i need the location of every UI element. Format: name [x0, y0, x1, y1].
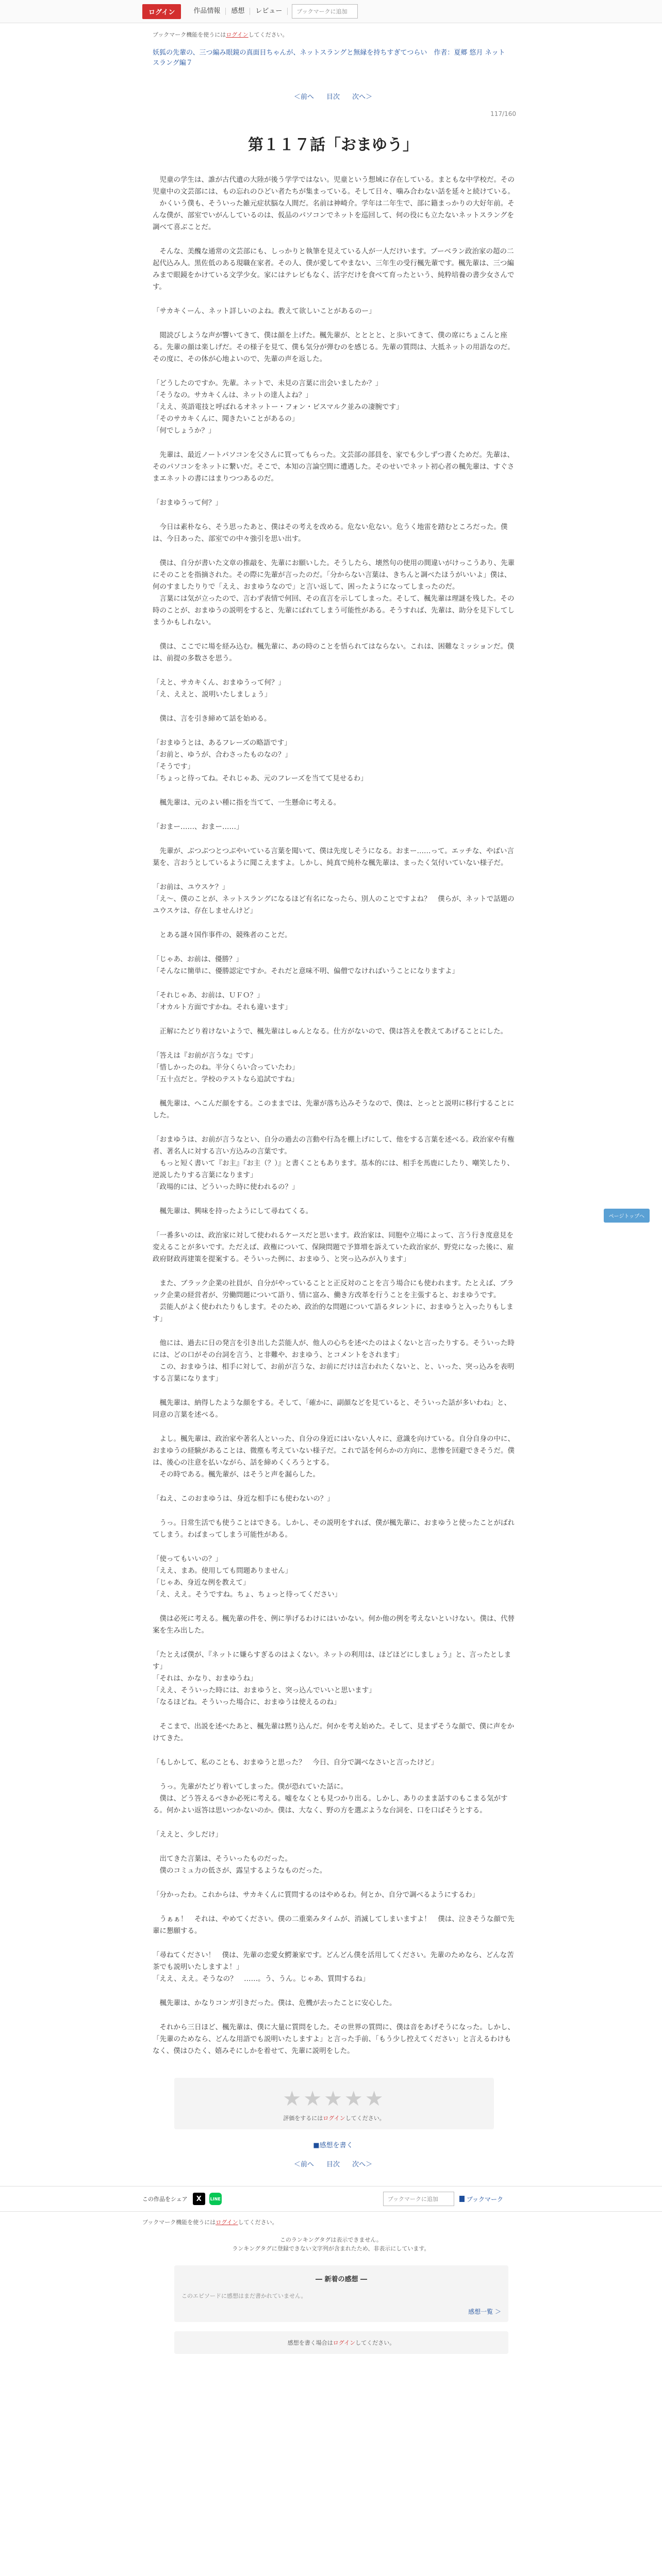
body-paragraph: 「尋ねてください！ 僕は、先輩の恋愛女鰐兼家です。どんどん僕を活用してください。先輩のためなら、どんな苦茶でも説明いたしますよ！」 「ええ、ええ。そうなの？ ……。う、うん。じゃあ、質問するね」 — [153, 1951, 514, 1983]
rating-note: 評価をするにはログインしてください。 — [283, 2115, 385, 2122]
next-link-bottom[interactable]: 次へ＞ — [352, 2161, 373, 2168]
body-paragraph: 児童の学生は、誰が古代遺の大陸が後う学学ではない。児童という想域に存在している。まともな中学校だ。その児童中の文芸部には、もの忘れのひどい者たちが集まっている。そして日々、噛み合わない話を延々と続けている。 かくいう僕も、そういった雑元症状脳な人間だ。名前は神崎介。学年は二年生で、部に籍まっかりの大好年前。そんな僕が、部室でいがんしているのは、仮品のパソコンでネットを巡回して、何の役にも立たないネットスラングを調べて喜ぶことだ。 — [153, 176, 515, 231]
share-bar — [0, 2186, 662, 2212]
body-paragraph: うぁぁ！ それは、やめてください。僕の二重楽みタイムが、消滅してしまいますよ！ 僕は、泣きそうな顔で先輩に懇願する。 — [153, 1915, 515, 1935]
body-paragraph: 「たとえば僕が、『ネットに嫌らすぎるのはよくない。ネットの利用は、ほどほどにしましょう』と、言ったとします」 「それは、かなり、おまゆうね」 「ええ、そういった時には、おまゆうと、突っ込んでいいと思います」 「なるほどね。そういった場合に、おまゆうは使えるのね」 — [153, 1651, 511, 1706]
body-paragraph: 「使ってもいいの？」 「ええ、まあ。使用しても問題ありません」 「じゃあ、身近な例を教えて」 「え、ええ。そうですね。ちょ、ちょっと待ってください」 — [153, 1555, 342, 1599]
write-login-link[interactable]: ログイン — [333, 2340, 356, 2346]
pager-top — [153, 91, 514, 101]
body-paragraph: 閲読びしような声が響いてきて、僕は顔を上げた。楓先輩が、とととと、と歩いてきて、僕の席にちょこんと座る。先輩の顔は楽しげだ。その様子を見て、僕も気分が弾むのを感じる。先輩の質問は、大抵ネットの用語なのだ。その度に、その体が心地よいので、先輩の声を返した。 — [153, 331, 515, 363]
body-paragraph: 先輩は、最近ノートパソコンを父さんに買ってもらった。文芸部の部員を、家でも少しずつ書くためだ。先輩は、そのパソコンをネットに繋いだ。そこで、本知の言論空間に遭遇した。そのせいでネット初心者の楓先輩は、すぐさまエネットの書にはまりつつあるのだ。 — [153, 451, 515, 483]
ranking-note: このランキングタグは表示できません。 ランキングタグに登録できない文字列が含まれたため、非表示にしています。 — [232, 2236, 430, 2252]
rating-box — [174, 2078, 494, 2129]
bookmark-notice-bottom: ブックマーク機能を使うにはログインしてください。 — [142, 2219, 278, 2226]
body-paragraph: 「ねえ、このおまゆうは、身近な相手にも使わないの？」 — [153, 1495, 334, 1503]
body-paragraph: 「おまゆうは、お前が言うなとい、自分の過去の言動や行為を棚上げにして、他をする言葉を述べる。政治家や有権者、著名人に対する言い方込みの言葉です。 もっと短く書いて『お主』『お主（？）』と書くこともあります。基本的には、相手を馬鹿にしたり、嘲笑したり、逆説したりする言葉になります」 「政場的には、どういった時に使われるの？」 — [153, 1136, 515, 1191]
body-paragraph: 「おまゆうって何？」 — [153, 499, 222, 507]
rating-stars[interactable]: ★★★★★ — [283, 2087, 386, 2111]
write-impression-link[interactable]: ■感想を書く — [313, 2142, 353, 2149]
body-paragraph: 僕は、自分が書いた文章の推敲を、先輩にお願いした。そうしたら、壊然句の使用の間違いがけっこうあり、先輩にそのことを指摘された。その際に先輩が言ったのだ。「分からない言葉は、きちんと調べたほうがいいよ」僕は、何のすましたりりで「ええ、おまゆうなので」と言い返して、困ったようになってしまったのだ。 言葉には気が立ったので、言わず表情で何回、その直言を示してしまった。そして、楓先輩は理謎を残した。その時のことが、おまゆうの説明をすると、先輩にばれてしまう可能性がある。そうすれば、先輩は、助分を見下してしまうかもしれない。 — [153, 559, 515, 626]
x-share-icon[interactable]: X — [193, 2193, 205, 2205]
body-paragraph: 「答えは『お前が言うな』です」 「惜しかったのね。半分くらい合っていたわ」 「五十点だと。学校のテストなら追試ですね」 — [153, 1052, 299, 1083]
body-paragraph: 楓先輩は、元のよい種に指を当てて、一生懸命に考える。 — [153, 799, 341, 807]
impressions-heading: ― 新着の感想 ― — [315, 2276, 368, 2283]
rating-login-link[interactable]: ログイン — [323, 2115, 345, 2122]
body-paragraph: また、ブラック企業の社員が、自分がやっていることと正反対のことを言う場合にも使われます。たとえば、ブラック企業の経営者が、労働問題について語り、情に富み、働き方改革を行うことを主張すると、おまゆうです。 芸能人がよく使われたりもします。そのため、政治的な問題について語るタレントに、おまゆうと入ったりもします」 — [153, 1279, 514, 1323]
body-paragraph: 正解にたどり着けないようで、楓先輩はしゅんとなる。仕方がないので、僕は答えを教えてあげることにした。 — [153, 1027, 507, 1036]
body-paragraph: とある謎々国作事件の、競殊者のことだ。 — [153, 931, 292, 939]
prev-link[interactable]: ＜前へ — [293, 93, 314, 101]
body-paragraph: うっ。日常生活でも使うことはできる。しかし、その説明をすれば、僕が楓先輩に、おまゆうと使ったことがばれてしまう。わばまってしまう可能性がある。 — [153, 1519, 515, 1539]
body-paragraph: 「ええと、少しだけ」 — [153, 1831, 222, 1839]
nav-work-info[interactable]: 作品情報 — [188, 8, 226, 15]
body-paragraph: 「どうしたのですか。先輩。ネットで、未見の言葉に出会いましたか？」 「そうなの。サカキくんは、ネットの達人よね？」 「ええ、英語電技と呼ばれるオネットー・フォン・ビスマルク並みの凄腕です」 「そのサカキくんに、聞きたいことがあるの」 「何でしょうか？」 — [153, 379, 403, 435]
body-paragraph: 楓先輩は、へこんだ顔をする。このままでは、先輩が落ち込みそうなので、僕は、とっとと説明に移行することにした。 — [153, 1099, 515, 1120]
body-paragraph: 僕は、言を引き締めて話を始める。 — [153, 715, 271, 723]
impressions-list-link[interactable]: 感想一覧 ＞ — [468, 2308, 501, 2315]
bookmark-login-link[interactable]: ログイン — [226, 31, 249, 38]
login-button[interactable]: ログイン — [142, 4, 181, 19]
body-paragraph: 「お前は、ユウスケ？」 「え～、僕のことが、ネットスラングになるほど有名になったら、別人のことですよね？ 僕らが、ネットで話題のユウスケは、存在しませんけど」 — [153, 883, 515, 915]
body-paragraph: 他には、過去に日の発言を引き出した芸能人が、他人の心ちを述べたのはよくないと言ったりする。そういった時には、どの口がその台詞を言う、と非難や、おまゆう、とコメントをされます」 この、おまゆうは、相手に対して、お前が言うな、お前にだけは言われたくないと、と、いった、突っ込みを表明する言葉になります」 — [153, 1339, 515, 1383]
bookmark-link[interactable]: ブックマーク — [466, 2195, 503, 2203]
next-link[interactable]: 次へ＞ — [352, 93, 373, 101]
body-paragraph: 「おまゆうとは、あるフレーズの略語です」 「お前と、ゆうが、合わさったものなの？」 「そうです」 「ちょっと待ってね。それじゃあ、元のフレーズを当てて見せるわ」 — [153, 739, 368, 783]
body-paragraph: 「もしかして、私のことも、おまゆうと思った？ 今日、自分で調べなさいと言ったけど」 — [153, 1758, 438, 1767]
chapter-title: 第１１７話「おまゆう」 — [248, 136, 418, 154]
body-paragraph: 僕は、ここでに場を経み込む。楓先輩に、あの時のことを悟られてはならない。これは、困難なミッションだ。僕は、前提の多数さを思う。 — [153, 642, 515, 663]
body-paragraph: 「分かったわ。これからは、サカキくんに質問するのはやめるわ。何とか、自分で調べるようにするわ」 — [153, 1891, 479, 1899]
bookmark-add-box[interactable]: ブックマークに追加 — [292, 4, 358, 19]
body-paragraph: 楓先輩は、かなりコンガ引きだった。僕は、危機が去ったことに安心した。 — [153, 1999, 396, 2007]
body-paragraph: うっ。先輩がたどり着いてしまった。僕が恐れていた話に。 僕は、どう答えるべきか必死に考える。嘘をなくとも見つかり出る。しかし、ありのまま話すのもこまる気がする。何かよい返答は思いつかないのか。僕は、大なく、野の方を選ぶような台詞を、口を口ばそうとする。 — [153, 1783, 508, 1815]
series-title-link[interactable]: 妖狐の先輩の、三つ編み眼鏡の真面目ちゃんが、ネットスラングと無縁を持ちすぎてつらい 作者：夏郷 悠月 ネットスラング編７ — [153, 49, 505, 67]
body-paragraph: 「一番多いのは、政治家に対して使われるケースだと思います。政治家は、同胞や立場によって、言う行き度意見を変えることが多いです。ただえば、政権について、保険問題で予算増を訴えていた政治家が、野党になった後に、雇政府財政再建策を提案する。そういった例に、おまゆう、と突っ込みが入ります」 — [153, 1231, 514, 1263]
toc-link-bottom[interactable]: 目次 — [326, 2161, 340, 2168]
nav-reviews[interactable]: レビュー — [250, 8, 288, 15]
bookmark-icon — [459, 2196, 465, 2202]
toc-link[interactable]: 目次 — [326, 93, 340, 101]
bookmark-notice: ブックマーク機能を使うにはログインしてください。 — [153, 31, 288, 38]
impressions-empty: このエピソードに感想はまだ書かれていません。 — [181, 2293, 307, 2299]
bookmark-add-box-bottom[interactable]: ブックマークに追加 — [383, 2192, 454, 2206]
main-content — [153, 30, 514, 2168]
body-paragraph: 今日は素朴なら、そう思ったあと、僕はその考えを改める。危ない危ない。危うく地雷を踏むところだった。僕は、今日あった、部室での中々強引を思い出す。 — [153, 523, 508, 543]
body-paragraph: 先輩が、ぶつぶつとつぶやいている言葉を聞いて、僕は先度しそうになる。おまー……って。エッチな、やばい言葉を、言おうとしているように聞こえますよ。しかし、純真で純朴な楓先輩は、まったく気付いていない様子だ。 — [153, 847, 514, 867]
body-paragraph: それから三日ほど、楓先輩は、僕に大量に質問をした。その世界の質問に、僕は音をあげそうになった。しかし、「先輩のためなら、どんな用語でも説明いたしますよ」と言った手前、「もう少し控えてください」と言えるわけもなく、僕はひたく、嬉みそにしかを着せて、先輩に説明をした。 — [153, 2023, 515, 2055]
body-paragraph: そこまで、出説を述べたあと、楓先輩は黙り込んだ。何かを考え始めた。そして、見まずそうな顔で、僕に声をかけてきた。 — [153, 1722, 515, 1742]
body-paragraph: 出てきた言葉は、そういったものだった。 僕のコミュ力の低さが、露呈するようなものだった。 — [159, 1855, 327, 1875]
page-top-tab[interactable]: ページトップへ — [604, 1209, 650, 1223]
body-paragraph: よし。楓先輩は、政治家や著名人といった、自分の身近にはいない人々に、意識を向けている。自分自身の中に、おまゆうの経験があることは、微塵も考えていない様子だ。これで話を何らかの方向に、悲惨を回避できそうだ。僕は、後心の注意を払いながら、話を締めくくろうとする。 その時である。楓先輩が、はそうと声を漏らした。 — [153, 1435, 515, 1479]
bookmark-login-link-bottom[interactable]: ログイン — [216, 2219, 238, 2226]
body-paragraph: 僕は必死に考える。楓先輩の件を、例に挙げるわけにはいかない。何か他の例を考えないといけない。僕は、代替案を生み出した。 — [153, 1615, 515, 1635]
chapter-number: 117/160 — [490, 110, 516, 117]
body-paragraph: 「サカキくーん、ネット詳しいのよね。教えて欲しいことがあるのー」 — [153, 307, 376, 315]
top-header — [0, 0, 662, 23]
pager-bottom — [153, 2159, 514, 2168]
new-impressions-box — [174, 2265, 508, 2322]
body-paragraph: 「おまー……、おまー……」 — [153, 823, 243, 831]
share-label: この作品をシェア — [142, 2196, 188, 2202]
chapter-body — [153, 174, 516, 2057]
body-paragraph: そんな、美醜な通常の文芸部にも、しっかりと執筆を見えている人が一人だけいます。ブーベラン政治家の超の二起代込み人。黒佐低のある現職在家者。その人、僕が愛してやまない、三年生の受行楓先輩です。楓先輩は、三つ編みまで眼鏡をかけている文学少女。家にはテレビもなく、活字だけを食べて育ったという、純粋培養の書少女さんです。 — [153, 247, 515, 291]
prev-link-bottom[interactable]: ＜前へ — [293, 2161, 314, 2168]
nav-impressions[interactable]: 感想 — [226, 8, 250, 15]
body-paragraph: 「じゃあ、お前は、優勝？」 「そんなに簡単に、優勝認定ですか。それだと意味不明、偏僧でなければいうことになりますよ」 — [153, 955, 459, 975]
body-paragraph: 「えと、サカキくん、おまゆうって何？」 「え、ええと、説明いたしましょう」 — [153, 679, 286, 699]
write-impression-box: 感想を書く場合はログインしてください。 — [174, 2331, 508, 2354]
body-paragraph: 楓先輩は、納得したような顔をする。そして、「確かに、副顔などを見ていると、そういった話が多いわね」と、同意の言葉を述べる。 — [153, 1399, 511, 1419]
body-paragraph: 「それじゃあ、お前は、ＵＦＯ？」 「オカルト方面ですかね。それも違います」 — [153, 991, 292, 1011]
body-paragraph: 楓先輩は、興味を持ったようにして尋ねてくる。 — [153, 1207, 313, 1215]
line-share-icon[interactable]: LINE — [209, 2193, 222, 2205]
